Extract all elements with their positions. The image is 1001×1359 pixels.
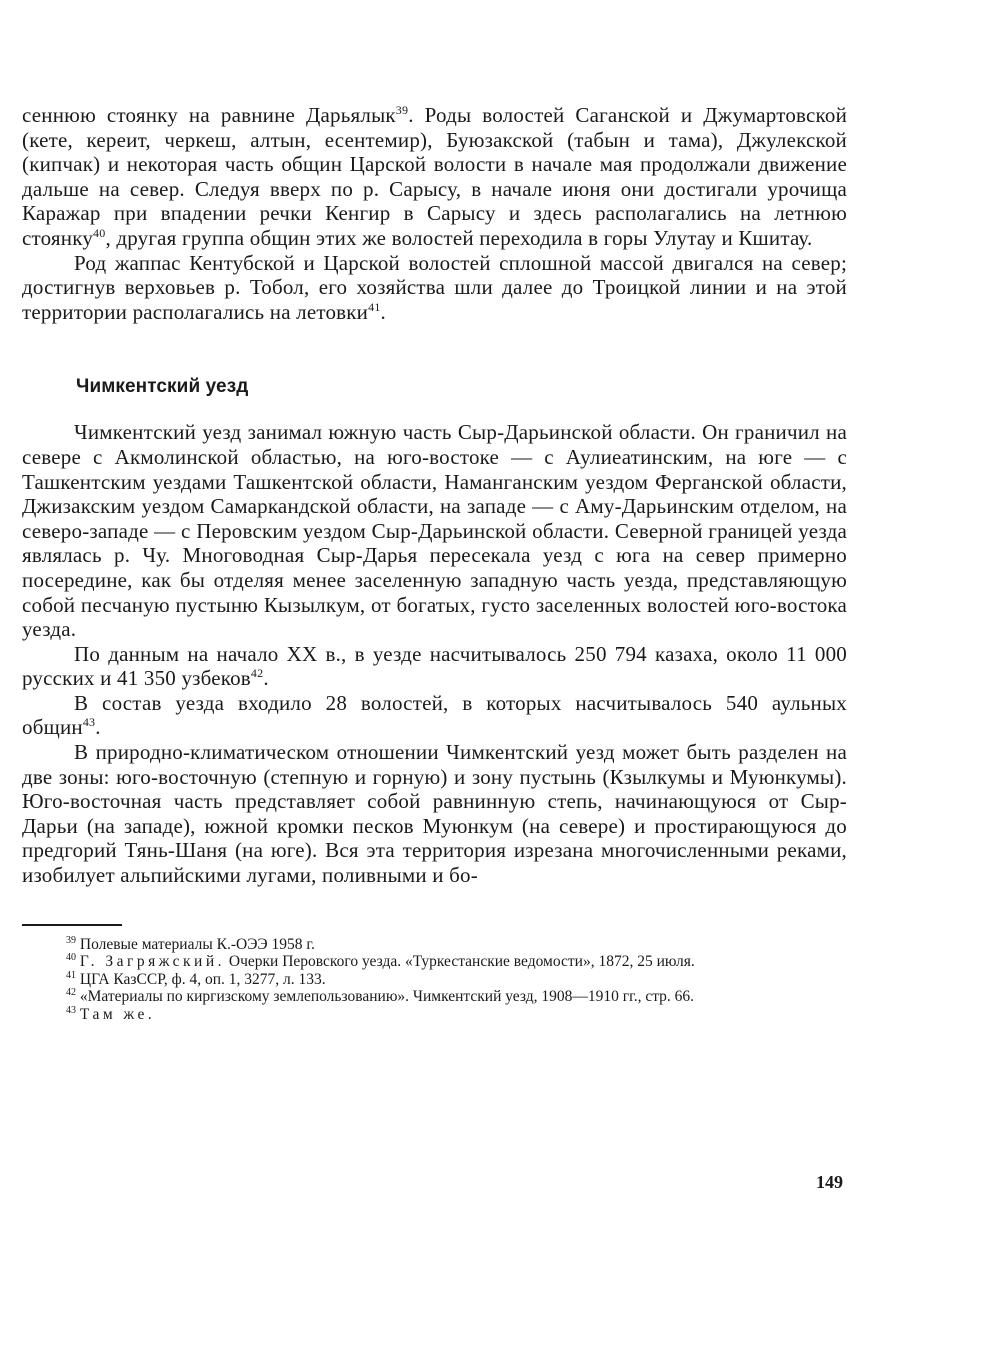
footnote-ref-41[interactable]: 41 bbox=[368, 299, 381, 314]
footnote-ref-42[interactable]: 42 bbox=[250, 666, 264, 681]
footnote-author: Там же. bbox=[79, 1005, 156, 1023]
footnote-number: 39 bbox=[66, 934, 76, 946]
paragraph-3: Чимкентский уезд занимал южную часть Сыр-Дарьинской области. Он граничил на севере с Акмолинской областью, на юго-востоке — с Аулиеатинским, на юге — с Ташкентским уездами Ташкентской области, Наманганским уездом Ферганской области, Джизакским уездом Самаркандской области, на западе — с Аму-Дарьинским отделом, на северо-западе — с Перовским уездом Сыр-Дарьинской области. Северной границей уезда являлась р. Чу. Многоводная Сыр-Дарья пересекала уезд с юга на север примерно посередине, как бы отделяя менее заселенную западную часть уезда, представляющую собой песчаную пустыню Кызылкум, от богатых, густо заселенных волостей юго-востока уезда. bbox=[22, 420, 847, 642]
section-title: Чимкентский уезд bbox=[76, 376, 249, 398]
footnote-ref-40[interactable]: 40 bbox=[93, 225, 106, 240]
paragraph-1 bbox=[22, 103, 847, 251]
footnote-42 bbox=[22, 988, 847, 1006]
footnote-divider bbox=[22, 924, 122, 926]
footnote-author: Г. Загряжский. bbox=[79, 953, 226, 971]
paragraph-text: . bbox=[95, 715, 101, 740]
footnote-number: 42 bbox=[66, 987, 76, 999]
paragraph-text: По данным на начало XX в., в уезде насчитывалось 250 794 казаха, около 11 000 русских и 41 350 узбеков bbox=[22, 641, 847, 691]
paragraph-text: Род жаппас Кентубской и Царской волостей сплошной массой двигался на север; достигнув верховьев р. Тобол, его хозяйства шли далее до Троицкой линии и на этой территории располагались на летовки bbox=[22, 250, 847, 324]
paragraph-text: . bbox=[263, 666, 269, 691]
footnote-number: 43 bbox=[66, 1004, 76, 1016]
footnote-40 bbox=[22, 953, 847, 971]
footnote-text: Очерки Перовского уезда. «Туркестанские ведомости», 1872, 25 июля. bbox=[228, 953, 695, 971]
page-body bbox=[22, 103, 847, 1023]
footnote-39 bbox=[22, 936, 847, 954]
paragraph-4 bbox=[22, 642, 847, 691]
paragraph-text: В состав уезда входило 28 волостей, в которых насчитывалось 540 аульных общин bbox=[22, 690, 847, 740]
paragraph-5 bbox=[22, 691, 847, 740]
footnote-ref-39[interactable]: 39 bbox=[395, 103, 409, 117]
footnotes bbox=[22, 936, 847, 1024]
paragraph-text: сеннюю стоянку на равнине Дарьялык bbox=[22, 103, 396, 127]
paragraph-text: . bbox=[380, 299, 386, 324]
footnote-text: «Материалы по киргизскому землепользованию». Чимкентский уезд, 1908—1910 гг., стр. 66. bbox=[79, 988, 695, 1006]
footnote-ref-43[interactable]: 43 bbox=[82, 715, 96, 730]
paragraph-2 bbox=[22, 251, 847, 325]
footnote-43 bbox=[22, 1006, 847, 1024]
paragraph-6: В природно-климатическом отношении Чимкентский уезд может быть разделен на две зоны: юго-восточную (степную и горную) и зону пустынь (Кзылкумы и Муюнкумы). Юго-восточная часть представляет собой равнинную степь, начинающуюся от Сыр-Дарьи (на западе), южной кромки песков Муюнкум (на севере) и простирающуюся до предгорий Тянь-Шаня (на юге). Вся эта территория изрезана многочисленными реками, изобилует альпийскими лугами, поливными и бо- bbox=[22, 740, 847, 888]
footnote-number: 41 bbox=[66, 969, 76, 981]
paragraph-text: . Роды волостей Саганской и Джумартовской (кете, кереит, черкеш, алтын, есентемир), Буюзакской (табын и тама), Джулекской (кипчак) и некоторая часть общин Царской волости в начале мая продолжали движение дальше на север. Следуя вверх по р. Сарысу, в начале июня они достигали урочища Каражар при впадении речки Кенгир в Сарысу и здесь располагались на летнюю стоянку bbox=[22, 103, 848, 250]
paragraph-text: , другая группа общин этих же волостей переходила в горы Улутау и Кшитау. bbox=[105, 225, 813, 250]
footnote-number: 40 bbox=[66, 952, 76, 964]
footnote-text: ЦГА КазССР, ф. 4, оп. 1, 3277, л. 133. bbox=[79, 970, 326, 988]
footnote-41 bbox=[22, 971, 847, 989]
footnote-text: Полевые материалы К.-ОЭЭ 1958 г. bbox=[79, 935, 315, 953]
page-number: 149 bbox=[816, 1172, 843, 1192]
